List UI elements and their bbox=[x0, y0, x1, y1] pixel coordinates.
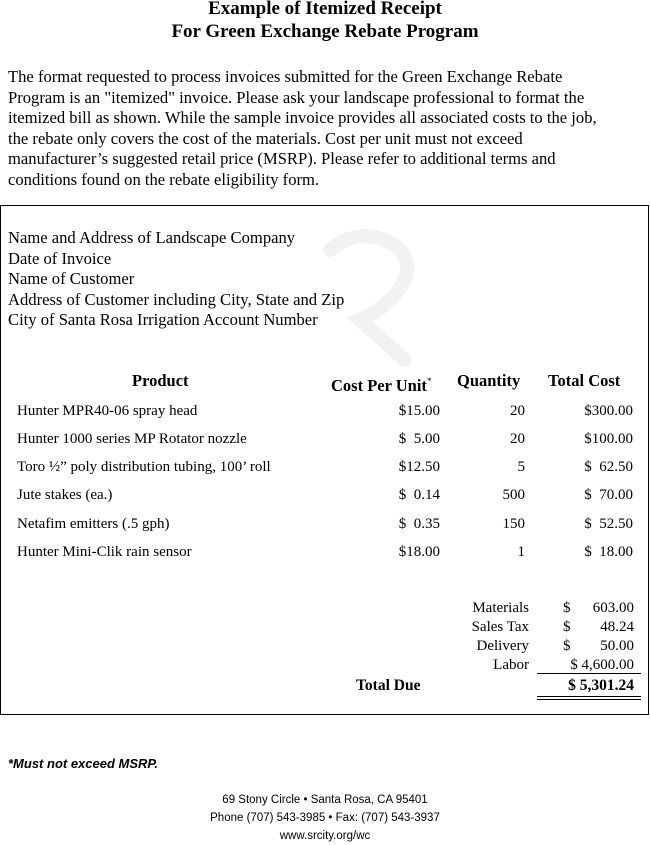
item-quantity: 150 bbox=[502, 516, 525, 532]
table-row bbox=[0, 485, 650, 507]
item-quantity: 20 bbox=[510, 431, 525, 447]
currency-symbol: $ bbox=[563, 619, 571, 635]
intro-line: The format requested to process invoices submitted for the Green Exchange Rebate bbox=[8, 67, 563, 86]
item-cost: $12.50 bbox=[398, 459, 440, 475]
summary-sales-tax bbox=[0, 618, 650, 638]
divider bbox=[537, 673, 641, 674]
column-header-product: Product bbox=[132, 371, 189, 390]
footnote-marker: * bbox=[426, 376, 432, 386]
summary-delivery bbox=[0, 637, 650, 657]
table-row bbox=[0, 429, 650, 451]
invoice-field-account: City of Santa Rosa Irrigation Account Number bbox=[8, 310, 318, 330]
column-header-quantity: Quantity bbox=[457, 371, 521, 390]
intro-line: Program is an "itemized" invoice. Please ask your landscape professional to format the bbox=[8, 87, 585, 107]
footer-website[interactable]: www.srcity.org/wc bbox=[279, 830, 371, 842]
invoice-field-address: Address of Customer including City, State and Zip bbox=[8, 289, 345, 309]
item-total: $100.00 bbox=[584, 431, 633, 447]
table-row bbox=[0, 457, 650, 479]
item-product: Hunter MPR40-06 spray head bbox=[17, 403, 198, 419]
summary-label: Materials bbox=[472, 600, 529, 616]
table-row bbox=[0, 401, 650, 423]
item-cost: $ 0.14 bbox=[398, 487, 440, 503]
item-total: $ 70.00 bbox=[584, 487, 633, 503]
summary-value: $ 4,600.00 bbox=[570, 657, 634, 673]
divider bbox=[537, 699, 641, 700]
item-product: Jute stakes (ea.) bbox=[17, 487, 113, 503]
summary-materials bbox=[0, 599, 650, 619]
summary-value: 603.00 bbox=[592, 600, 634, 616]
summary-label: Delivery bbox=[476, 638, 529, 654]
item-cost: $18.00 bbox=[398, 544, 440, 560]
item-cost: $ 0.35 bbox=[398, 516, 440, 532]
intro-line: itemized bill as shown. While the sample invoice provides all associated costs to the job, bbox=[8, 108, 597, 128]
intro-line: manufacturer’s suggested retail price (MSRP). Please refer to additional terms and bbox=[8, 149, 556, 169]
column-header-cost-label: Cost Per Unit bbox=[331, 376, 427, 395]
invoice-header-fields bbox=[8, 228, 344, 331]
intro-line: conditions found on the rebate eligibility form. bbox=[8, 169, 320, 189]
invoice-field-date: Date of Invoice bbox=[8, 248, 112, 268]
item-cost: $15.00 bbox=[398, 403, 440, 419]
footer-phone-fax: Phone (707) 543-3985 • Fax: (707) 543-3937 bbox=[210, 812, 440, 824]
table-row bbox=[0, 542, 650, 564]
item-cost: $ 5.00 bbox=[398, 431, 440, 447]
page-subtitle: For Green Exchange Rebate Program bbox=[171, 21, 479, 42]
item-total: $ 18.00 bbox=[584, 544, 633, 560]
column-header-total-cost: Total Cost bbox=[548, 371, 621, 390]
item-product: Netafim emitters (.5 gph) bbox=[17, 516, 170, 532]
total-due-value: $ 5,301.24 bbox=[568, 677, 634, 694]
divider bbox=[537, 696, 641, 697]
intro-paragraph bbox=[8, 67, 646, 191]
item-quantity: 20 bbox=[510, 403, 525, 419]
invoice-field-company: Name and Address of Landscape Company bbox=[8, 228, 296, 247]
summary-value: 48.24 bbox=[600, 619, 634, 635]
summary-value: 50.00 bbox=[600, 638, 634, 654]
currency-symbol: $ bbox=[563, 638, 571, 654]
item-total: $300.00 bbox=[584, 403, 633, 419]
page-title: Example of Itemized Receipt bbox=[208, 0, 442, 19]
intro-line: the rebate only covers the cost of the materials. Cost per unit must not exceed bbox=[8, 128, 523, 148]
item-quantity: 1 bbox=[517, 544, 525, 560]
summary-label: Sales Tax bbox=[471, 619, 529, 635]
invoice-field-customer: Name of Customer bbox=[8, 269, 135, 289]
item-total: $ 62.50 bbox=[584, 459, 633, 475]
table-row bbox=[0, 514, 650, 536]
item-quantity: 5 bbox=[517, 459, 525, 475]
footer-address: 69 Stony Circle • Santa Rosa, CA 95401 bbox=[222, 794, 428, 806]
item-product: Toro ½” poly distribution tubing, 100’ roll bbox=[17, 459, 271, 475]
item-total: $ 52.50 bbox=[584, 516, 633, 532]
item-quantity: 500 bbox=[502, 487, 525, 503]
column-header-cost-per-unit bbox=[331, 371, 431, 396]
item-product: Hunter 1000 series MP Rotator nozzle bbox=[17, 431, 247, 447]
summary-label: Labor bbox=[493, 657, 529, 673]
footnote: *Must not exceed MSRP. bbox=[8, 756, 159, 771]
item-product: Hunter Mini-Clik rain sensor bbox=[17, 544, 192, 560]
total-due-label: Total Due bbox=[356, 677, 421, 694]
currency-symbol: $ bbox=[563, 600, 571, 616]
